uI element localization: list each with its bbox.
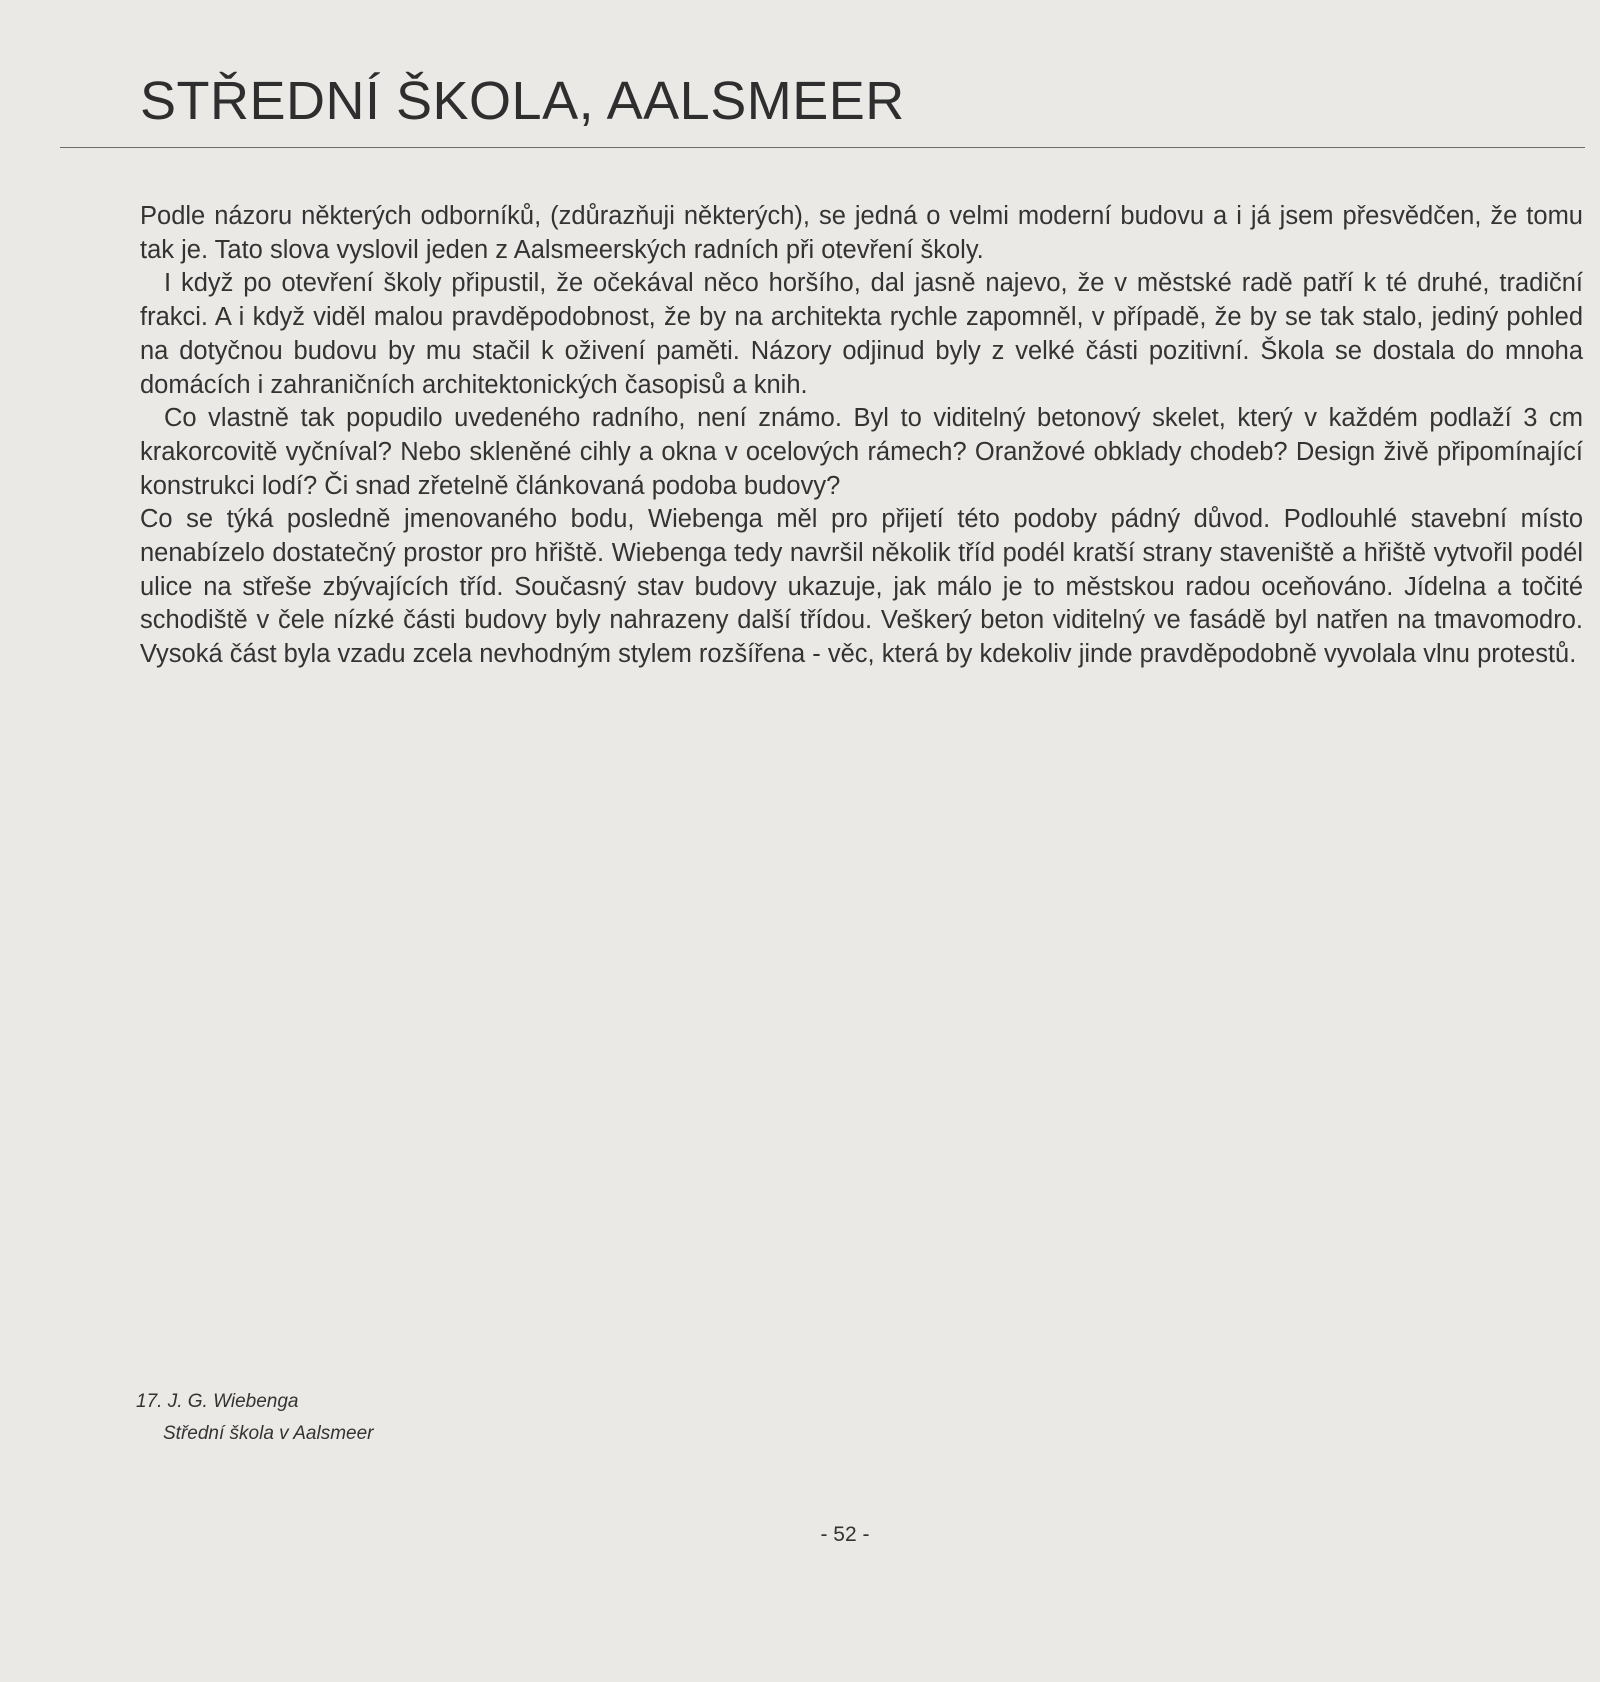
- paragraph-2: I když po otevření školy připustil, že očekával něco horšího, dal jasně najevo, že v městské radě patří k té druhé, tradiční frakci. A i když viděl malou pravděpodobnost, že by na architekta rychle zapomněl, v případě, že by se tak stalo, jediný pohled na dotyčnou budovu by mu stačil k oživení paměti. Názory odjinud byly z velké části pozitivní. Škola se dostala do mnoha domácích i zahraničních architektonických časopisů a knih.: [140, 269, 1583, 399]
- article-body: [140, 200, 1583, 672]
- caption-line-1: 17. J. G. Wiebenga: [136, 1391, 299, 1412]
- caption-line-2: Střední škola v Aalsmeer: [163, 1423, 374, 1444]
- paragraph-1: Podle názoru některých odborníků, (zdůrazňuji některých), se jedná o velmi moderní budovu a i já jsem přesvědčen, že tomu tak je. Tato slova vyslovil jeden z Aalsmeerských radních při otevření školy.: [140, 202, 1583, 264]
- paragraph-3: Co vlastně tak popudilo uvedeného radního, není známo. Byl to viditelný betonový skelet, který v každém podlaží 3 cm krakorcovitě vyčníval? Nebo skleněné cihly a okna v ocelových rámech? Oranžové obklady chodeb? Design živě připomínající konstrukci lodí? Či snad zřetelně článkovaná podoba budovy?: [140, 404, 1583, 500]
- page-number: - 52 -: [820, 1523, 870, 1546]
- title-divider: [60, 147, 1585, 148]
- paragraph-4: Co se týká posledně jmenovaného bodu, Wiebenga měl pro přijetí této podoby pádný důvod. Podlouhlé stavební místo nenabízelo dostatečný prostor pro hřiště. Wiebenga tedy navršil několik tříd podél kratší strany staveniště a hřiště vytvořil podél ulice na střeše zbývajících tříd. Současný stav budovy ukazuje, jak málo je to městskou radou oceňováno. Jídelna a točité schodiště v čele nízké části budovy byly nahrazeny další třídou. Veškerý beton viditelný ve fasádě byl natřen na tmavomodro. Vysoká část byla vzadu zcela nevhodným stylem rozšířena - věc, která by kdekoliv jinde pravděpodobně vyvolala vlnu protestů.: [140, 505, 1583, 669]
- figure-caption: [136, 1386, 374, 1450]
- page-title: STŘEDNÍ ŠKOLA, AALSMEER: [140, 71, 905, 131]
